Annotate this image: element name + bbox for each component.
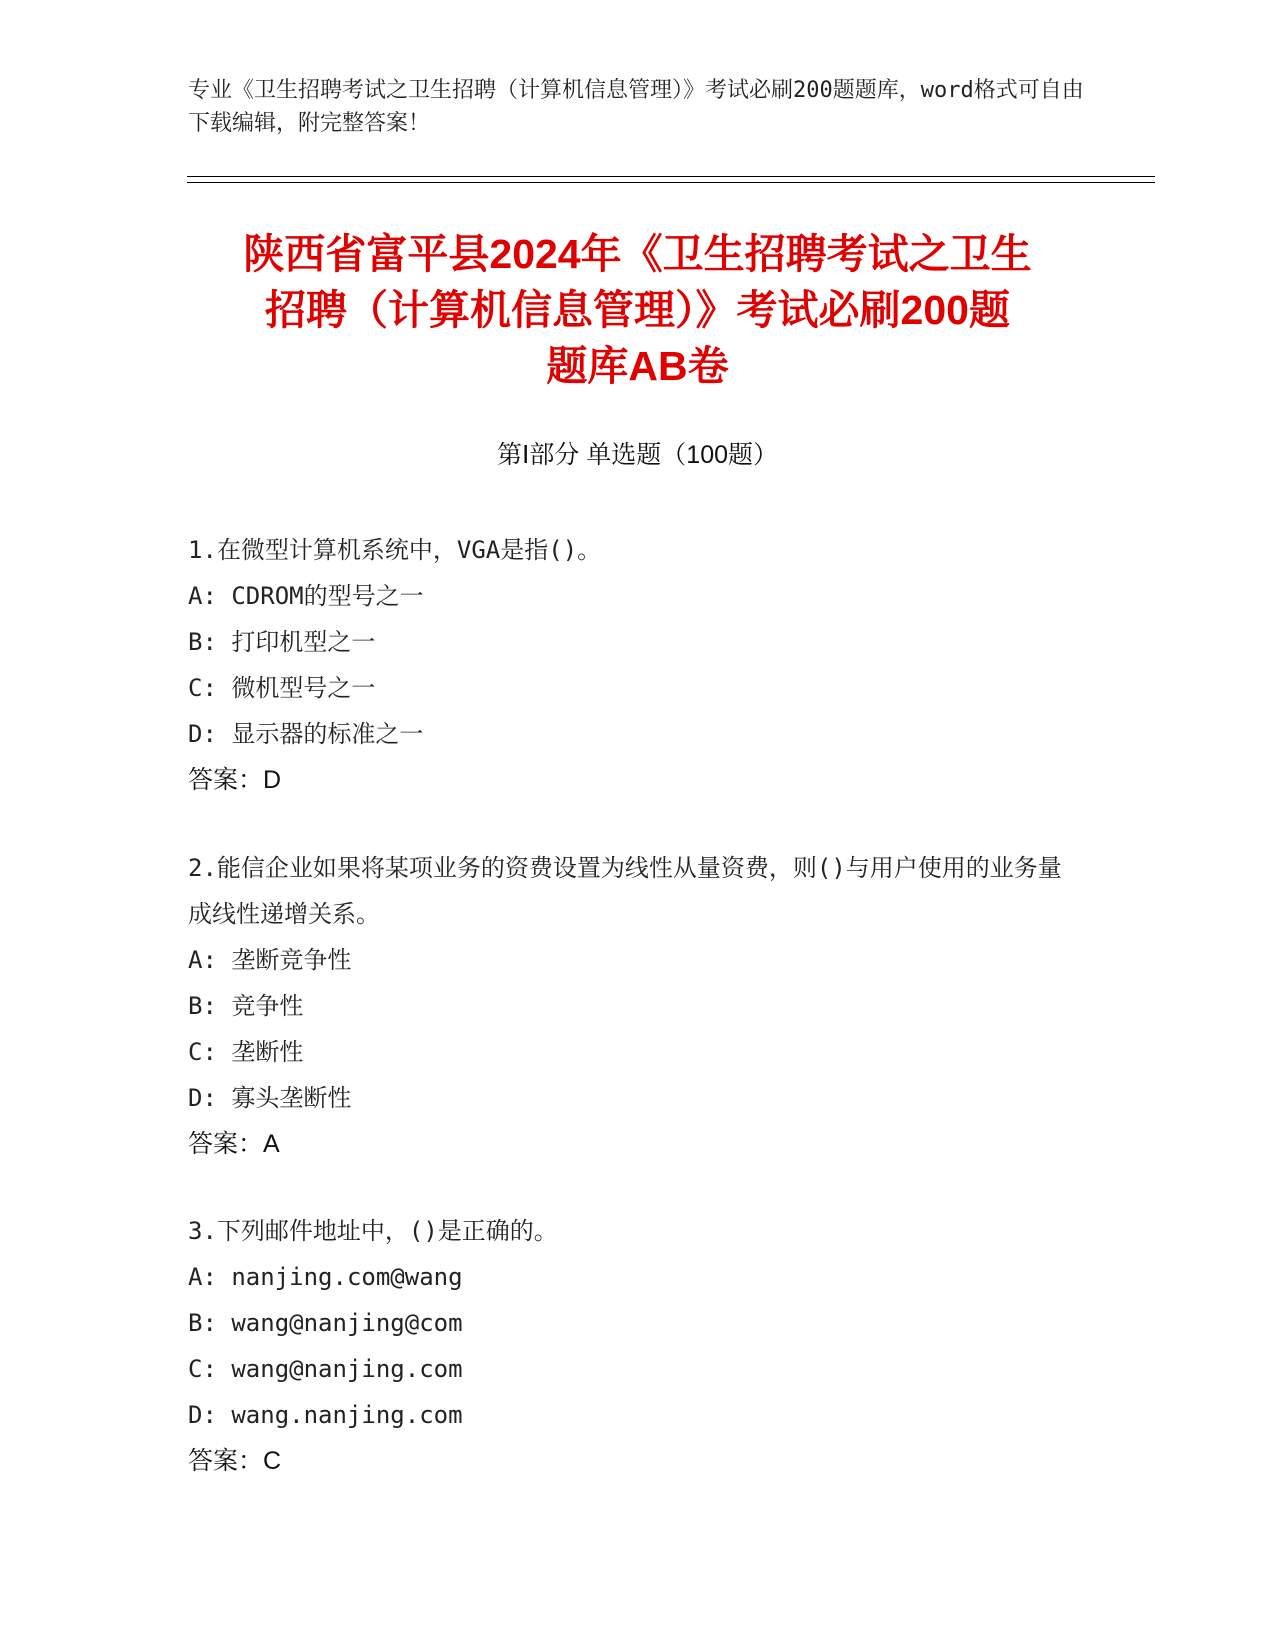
answer: 答案：A [188, 1130, 280, 1158]
option-a: A: 垄断竞争性 [188, 946, 352, 974]
option-c: C: 微机型号之一 [188, 674, 376, 702]
header-divider-top [187, 176, 1155, 177]
option-b: B: 打印机型之一 [188, 628, 376, 656]
option-c: C: wang@nanjing.com [188, 1355, 463, 1383]
answer: 答案：D [188, 766, 282, 794]
option-d: D: 寡头垄断性 [188, 1084, 352, 1112]
option-b: B: wang@nanjing@com [188, 1309, 463, 1337]
option-d: D: 显示器的标准之一 [188, 720, 424, 748]
question-stem: 3.下列邮件地址中，()是正确的。 [188, 1217, 558, 1245]
title-line-1: 陕西省富平县2024年《卫生招聘考试之卫生 [243, 231, 1032, 277]
question-block [188, 845, 1068, 1167]
title-line-3: 题库AB卷 [546, 343, 729, 389]
question-stem: 2.能信企业如果将某项业务的资费设置为线性从量资费，则()与用户使用的业务量成线性递增关系。 [188, 854, 1062, 928]
question-block [188, 1208, 1068, 1484]
header-divider-bottom [187, 182, 1155, 183]
option-a: A: CDROM的型号之一 [188, 582, 424, 610]
document-title [160, 226, 1115, 394]
section-heading: 第Ⅰ部分 单选题（100题） [496, 441, 779, 469]
title-line-2: 招聘（计算机信息管理）》考试必刷200题 [265, 287, 1010, 333]
option-d: D: wang.nanjing.com [188, 1401, 463, 1429]
question-block [188, 527, 1068, 803]
option-c: C: 垄断性 [188, 1038, 304, 1066]
header-note: 专业《卫生招聘考试之卫生招聘（计算机信息管理）》考试必刷200题题库，word格式可自由下载编辑，附完整答案！ [188, 78, 1084, 136]
option-a: A: nanjing.com@wang [188, 1263, 463, 1291]
option-b: B: 竞争性 [188, 992, 304, 1020]
question-stem: 1.在微型计算机系统中，VGA是指()。 [188, 536, 602, 564]
answer: 答案：C [188, 1447, 282, 1475]
